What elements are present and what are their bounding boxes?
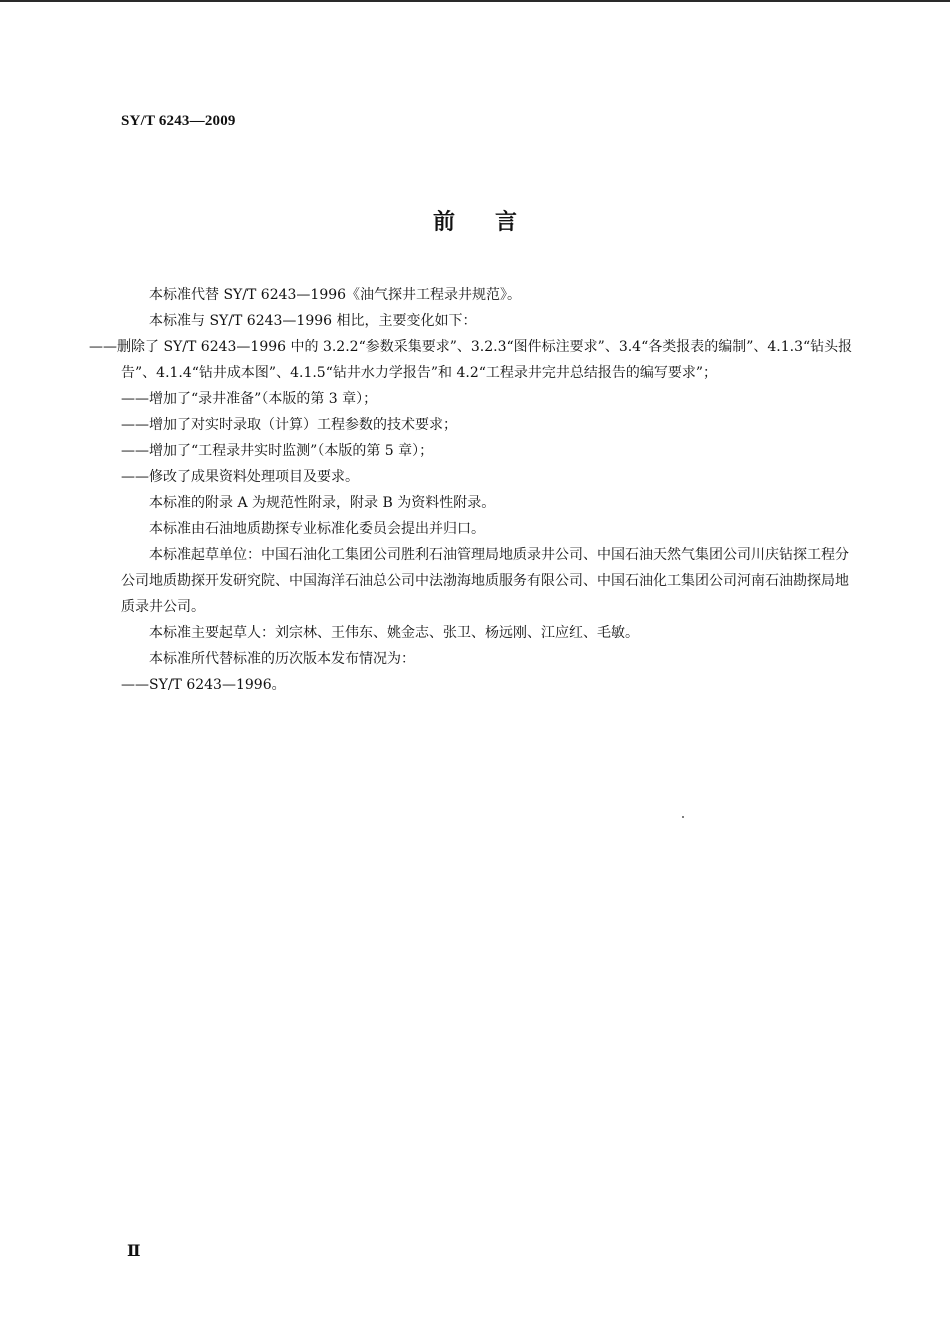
paragraph-history-intro: 本标准所代替标准的历次版本发布情况为：: [149, 651, 415, 667]
history-item: ——SY/T 6243—1996。: [121, 677, 286, 693]
paragraph-changes-intro: 本标准与 SY/T 6243—1996 相比，主要变化如下：: [149, 313, 477, 329]
page-top-rule: [0, 0, 950, 2]
change-item-added-requirements: ——增加了对实时录取（计算）工程参数的技术要求；: [121, 417, 457, 433]
change-item-modified: ——修改了成果资料处理项目及要求。: [121, 469, 359, 485]
paragraph-appendix: 本标准的附录 A 为规范性附录，附录 B 为资料性附录。: [149, 495, 496, 511]
standard-code: SY/T 6243—2009: [121, 113, 236, 129]
paragraph-proposer: 本标准由石油地质勘探专业标准化委员会提出并归口。: [149, 521, 485, 537]
page-number: Ⅱ: [127, 1243, 141, 1260]
paragraph-drafters: 本标准主要起草人：刘宗林、王伟东、姚金志、张卫、杨远刚、江应红、毛敏。: [149, 625, 639, 641]
change-item-deleted: ——删除了 SY/T 6243—1996 中的 3.2.2“参数采集要求”、3.2.3“图件标注要求”、3.4“各类报表的编制”、4.1.3“钻头报告”、4.1.4“钻井成本图”、4.1.5“钻井水力学报告”和 4.2“工程录井完井总结报告的编写要求”；: [89, 339, 853, 381]
scan-speck: [682, 816, 684, 818]
page-title: 前言: [432, 210, 557, 235]
foreword-body: [89, 282, 853, 698]
change-item-added-monitoring: ——增加了“工程录井实时监测”（本版的第 5 章）；: [121, 443, 434, 459]
paragraph-replaces: 本标准代替 SY/T 6243—1996《油气探井工程录井规范》。: [149, 287, 522, 303]
paragraph-drafting-units: 本标准起草单位：中国石油化工集团公司胜利石油管理局地质录井公司、中国石油天然气集团公司川庆钻探工程分公司地质勘探开发研究院、中国海洋石油总公司中法渤海地质服务有限公司、中国石油化工集团公司河南石油勘探局地质录井公司。: [121, 547, 849, 615]
change-item-added-preparation: ——增加了“录井准备”（本版的第 3 章）；: [121, 391, 378, 407]
